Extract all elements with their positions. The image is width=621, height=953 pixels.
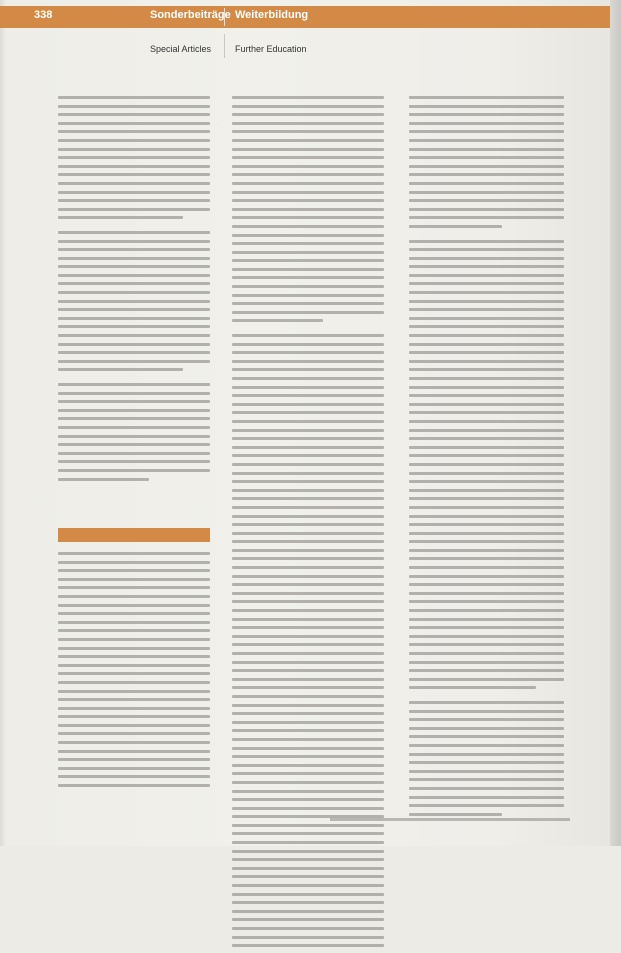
text-column-2 bbox=[232, 96, 384, 953]
body-text-col2-b bbox=[232, 334, 384, 947]
body-text-col3-c bbox=[409, 701, 564, 816]
body-text-col3-a bbox=[409, 96, 564, 228]
introduction-heading-bar bbox=[58, 528, 210, 542]
body-text-col2-a bbox=[232, 96, 384, 322]
section-title: Sonderbeiträge bbox=[150, 9, 231, 21]
body-text-col3-b bbox=[409, 240, 564, 690]
topic-title-en: Further Education bbox=[235, 44, 307, 54]
introduction-column-1 bbox=[58, 552, 210, 793]
abstract-conclusions-text bbox=[58, 383, 210, 481]
abstract-results-text bbox=[58, 231, 210, 372]
text-column-1 bbox=[58, 96, 210, 486]
topic-title: Weiterbildung bbox=[235, 9, 309, 21]
abstract-methods-text bbox=[58, 96, 210, 219]
text-column-3 bbox=[409, 96, 564, 821]
subheader-divider bbox=[224, 34, 225, 58]
introduction-text bbox=[58, 552, 210, 787]
section-title-en: Special Articles bbox=[150, 44, 212, 54]
page-edge bbox=[610, 0, 621, 846]
page-number: 338 bbox=[34, 9, 53, 21]
page-footer bbox=[330, 818, 570, 821]
